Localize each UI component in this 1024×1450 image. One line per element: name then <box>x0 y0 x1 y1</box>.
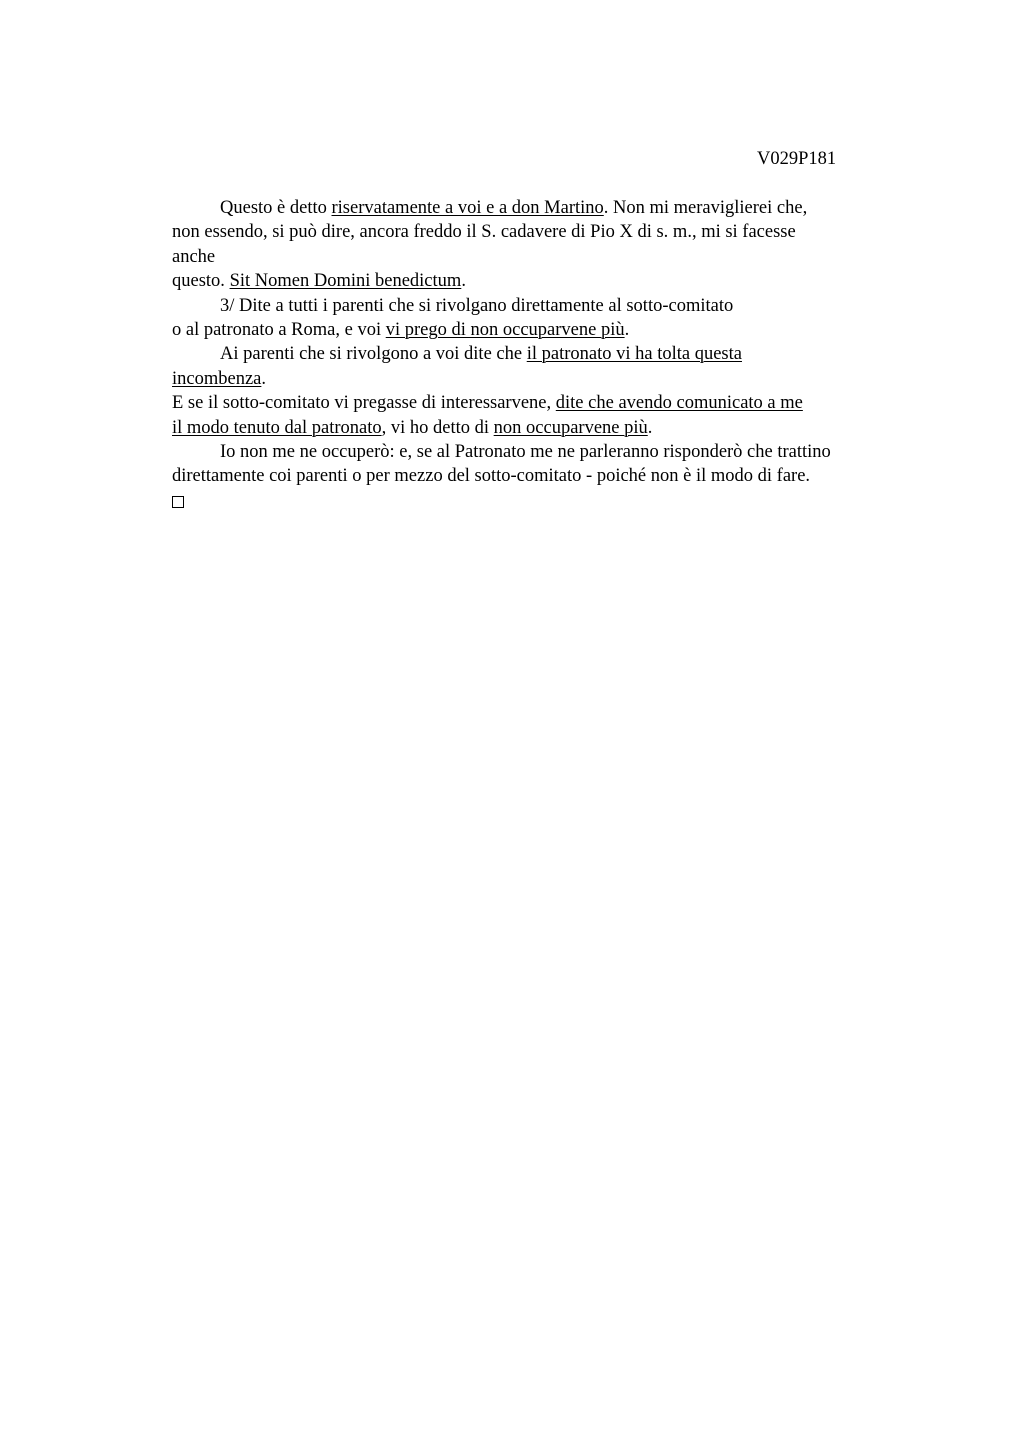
paragraph-1-line-3: anche <box>172 246 216 267</box>
paragraph-2-line-1: 3/ Dite a tutti i parenti che si rivolgano direttamente al sotto-comitato <box>220 295 734 316</box>
end-mark-line <box>172 489 912 513</box>
text-run: . <box>647 417 653 438</box>
text-run: Questo è detto <box>220 198 332 218</box>
paragraph-5-line-1: Io non me ne occuperò: e, se al Patronato me ne parleranno risponderò che trattino <box>220 441 831 462</box>
paragraph-3-line-2 <box>172 367 912 391</box>
empty-square-icon <box>172 496 184 508</box>
paragraph-3-line-1 <box>172 342 912 366</box>
paragraph-4-line-2 <box>172 416 912 440</box>
paragraph-1-line-1 <box>172 196 912 220</box>
underlined-text: Sit Nomen Domini benedictum <box>229 271 462 292</box>
text-run: . Non mi meraviglierei che, <box>603 198 808 218</box>
text-run: Ai parenti che si rivolgono a voi dite che <box>220 344 527 365</box>
underlined-text: vi prego di non occuparvene più <box>385 319 625 340</box>
underlined-text: non occuparvene più <box>493 417 648 438</box>
text-run: . <box>261 368 266 389</box>
text-run: o al patronato a Roma, e voi <box>172 319 386 340</box>
text-run: questo. <box>172 271 230 292</box>
paragraph-1-line-2: non essendo, si può dire, ancora freddo il S. cadavere di Pio X di s. m., mi si facesse <box>172 222 796 243</box>
underlined-text: il patronato vi ha tolta questa <box>526 344 742 365</box>
underlined-text: incombenza <box>172 368 262 389</box>
underlined-text: riservatamente a voi e a don Martino <box>331 198 604 218</box>
text-run: . <box>461 271 466 292</box>
underlined-text: dite che avendo comunicato a me <box>555 393 803 414</box>
paragraph-2-line-2 <box>172 318 912 342</box>
paragraph-5-line-2: direttamente coi parenti o per mezzo del sotto-comitato - poiché non è il modo di fare. <box>172 466 811 487</box>
page-id: V029P181 <box>757 149 837 169</box>
text-run: E se il sotto-comitato vi pregasse di interessarvene, <box>172 393 556 414</box>
letter-text <box>172 196 912 513</box>
paragraph-4-line-1 <box>172 391 912 415</box>
text-run: , vi ho detto di <box>381 417 494 438</box>
text-run: . <box>624 319 630 340</box>
paragraph-1-line-4 <box>172 269 912 293</box>
underlined-text: il modo tenuto dal patronato <box>172 417 382 438</box>
